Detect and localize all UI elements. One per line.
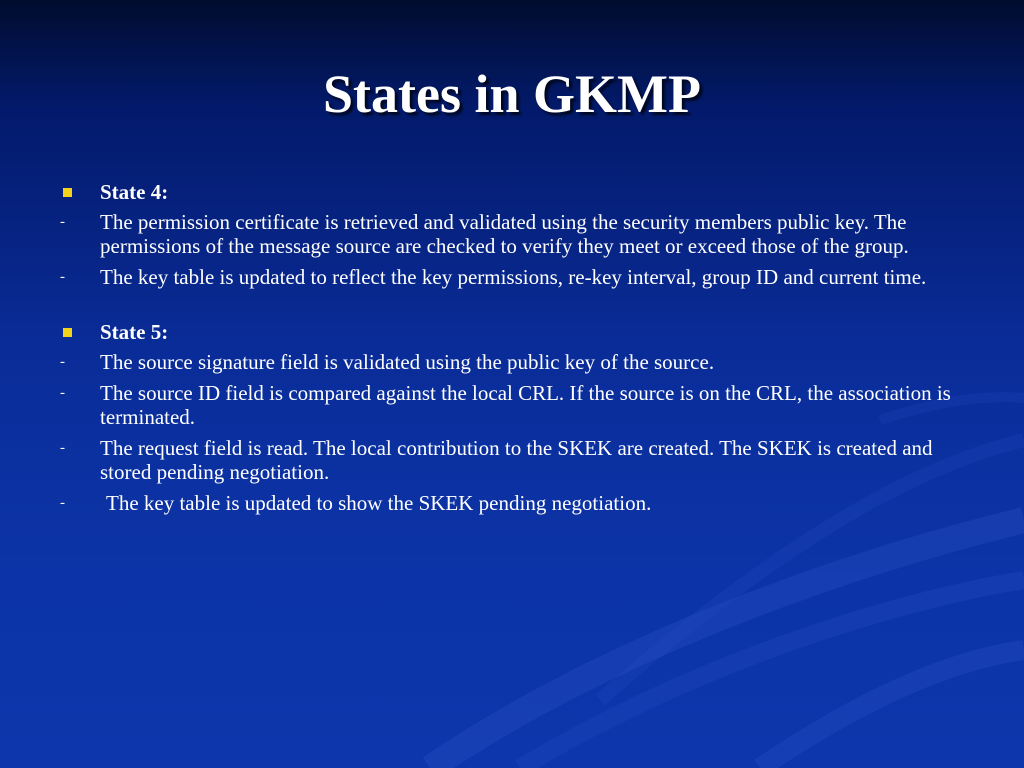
state-5-heading-row: [0, 320, 960, 344]
dash-bullet-icon: -: [60, 495, 65, 511]
dash-bullet-icon: -: [60, 440, 65, 456]
list-item: [0, 265, 960, 289]
dash-bullet-icon: -: [60, 385, 65, 401]
slide-title: States in GKMP: [323, 64, 701, 124]
dash-bullet-icon: -: [60, 354, 65, 370]
slide-content: [0, 180, 1000, 522]
list-item-text: The permission certificate is retrieved and validated using the security members public key. The permissions of the message source are checked to verify they meet or exceed those of the group.: [100, 210, 909, 258]
list-item: [0, 491, 960, 515]
dash-bullet-icon: -: [60, 269, 65, 285]
state-4-heading: State 4:: [100, 180, 169, 204]
state-5-heading: State 5:: [100, 320, 169, 344]
list-item: [0, 436, 960, 484]
list-item-text: The request field is read. The local contribution to the SKEK are created. The SKEK is created and stored pending negotiation.: [100, 436, 933, 484]
list-item: [0, 210, 960, 258]
state-4-heading-row: [0, 180, 960, 204]
state-5-section: [0, 320, 1000, 515]
state-4-section: [0, 180, 1000, 289]
list-item: [0, 350, 960, 374]
list-item-text: The key table is updated to reflect the key permissions, re-key interval, group ID and current time.: [100, 265, 927, 289]
list-item-text: The key table is updated to show the SKEK pending negotiation.: [106, 491, 652, 515]
list-item: [0, 381, 960, 429]
square-bullet-icon: [63, 188, 72, 197]
list-item-text: The source signature field is validated using the public key of the source.: [100, 350, 715, 374]
dash-bullet-icon: -: [60, 214, 65, 230]
square-bullet-icon: [63, 328, 72, 337]
list-item-text: The source ID field is compared against the local CRL. If the source is on the CRL, the association is terminated.: [100, 381, 951, 429]
